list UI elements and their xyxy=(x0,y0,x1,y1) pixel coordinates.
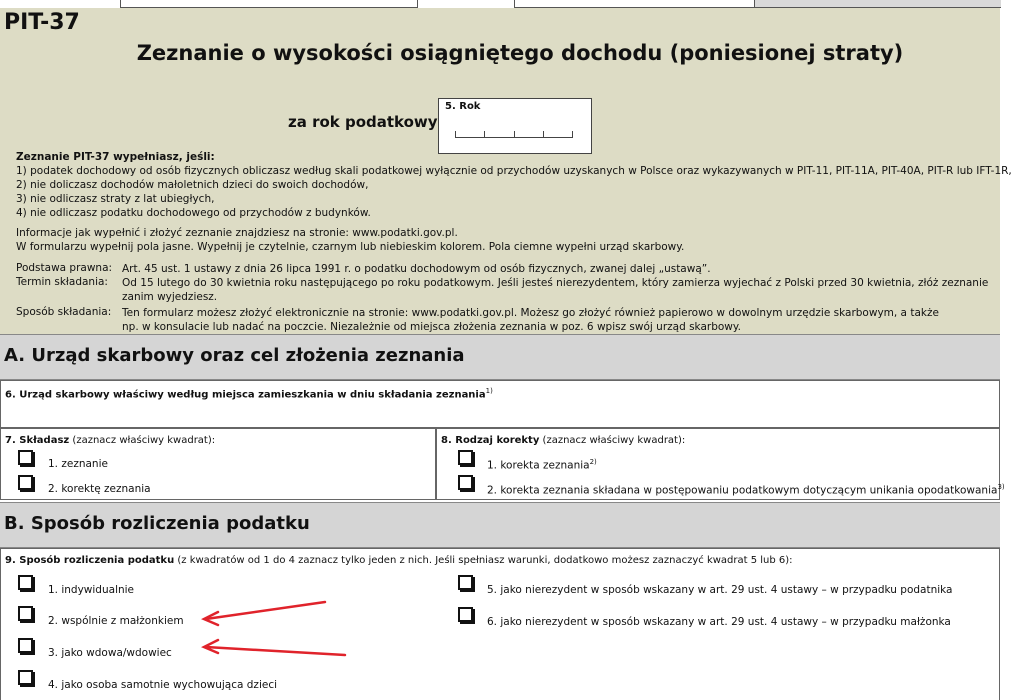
year-field-label: 5. Rok xyxy=(445,101,481,112)
annotation-arrows xyxy=(190,595,360,665)
checkbox-7-1[interactable] xyxy=(18,450,33,465)
year-digit-slots[interactable] xyxy=(455,127,573,138)
top-strip xyxy=(0,0,1000,8)
field-6-label: 6. Urząd skarbowy właściwy według miejsca zamieszkania w dniu składania zeznania$^{1)}$ xyxy=(5,387,493,401)
field-9-label: 9. Sposób rozliczenia podatku (z kwadratów od 1 do 4 zaznacz tylko jeden z nich. Jeśli spełniasz warunki, dodatkowo możesz zaznaczyć kwadrat 5 lub 6): xyxy=(5,555,793,566)
year-label: za rok podatkowy xyxy=(288,113,438,131)
instruction-item: 2) nie doliczasz dochodów małoletnich dzieci do swoich dochodów, xyxy=(16,179,369,191)
option-9-1-label: 1. indywidualnie xyxy=(48,584,135,596)
deadline-text: zanim wyjedziesz. xyxy=(122,291,218,303)
top-field-1 xyxy=(120,0,418,8)
deadline-text: Od 15 lutego do 30 kwietnia roku następującego po roku podatkowym. Jeśli jesteś nierezydentem, który zamierza wyjechać z Polski przed 30 kwietnia, złóż zeznanie xyxy=(122,277,989,289)
year-field[interactable] xyxy=(438,98,592,154)
option-7-2-label: 2. korektę zeznania xyxy=(48,483,151,495)
top-field-2 xyxy=(514,0,755,8)
legal-basis-label: Podstawa prawna: xyxy=(16,262,113,274)
form-code: PIT-37 xyxy=(4,10,80,35)
instruction-item: 1) podatek dochodowy od osób fizycznych obliczasz według skali podatkowej wyłącznie od przychodów uzyskanych w Polsce oraz wykazywanych w PIT-11, PIT-11A, PIT-40A, PIT-R lub IFT-1R, xyxy=(16,165,1012,177)
section-b-title: B. Sposób rozliczenia podatku xyxy=(4,513,310,534)
checkbox-9-3[interactable] xyxy=(18,638,33,653)
method-text: np. w konsulacie lub nadać na poczcie. Niezależnie od miejsca złożenia zeznania w poz. 6 wpisz swój urząd skarbowy. xyxy=(122,321,741,333)
field-8-label: 8. Rodzaj korekty (zaznacz właściwy kwadrat): xyxy=(441,435,686,446)
option-8-2-label: 2. korekta zeznania składana w postępowaniu podatkowym dotyczącym unikania opodatkowania$^{3)}$ xyxy=(487,483,1005,497)
field-6-tax-office[interactable] xyxy=(0,380,1000,428)
method-text: Ten formularz możesz złożyć elektronicznie na stronie: www.podatki.gov.pl. Możesz go złożyć również papierowo w dowolnym urzędzie skarbowym, a także xyxy=(122,307,939,319)
checkbox-8-2[interactable] xyxy=(458,475,473,490)
option-9-3-label: 3. jako wdowa/wdowiec xyxy=(48,647,172,659)
field-7-label: 7. Składasz (zaznacz właściwy kwadrat): xyxy=(5,435,216,446)
arrow-to-option-3 xyxy=(204,640,345,655)
checkbox-9-5[interactable] xyxy=(458,575,473,590)
instructions-heading: Zeznanie PIT-37 wypełniasz, jeśli: xyxy=(16,151,215,163)
option-9-6-label: 6. jako nierezydent w sposób wskazany w art. 29 ust. 4 ustawy – w przypadku małżonka xyxy=(487,616,951,628)
option-8-1-label: 1. korekta zeznania$^{2)}$ xyxy=(487,458,597,472)
top-field-3 xyxy=(754,0,1001,8)
checkbox-9-6[interactable] xyxy=(458,607,473,622)
legal-basis-text: Art. 45 ust. 1 ustawy z dnia 26 lipca 1991 r. o podatku dochodowym od osób fizycznych, zwanej dalej „ustawą”. xyxy=(122,263,711,275)
info-line: W formularzu wypełnij pola jasne. Wypełnij je czytelnie, czarnym lub niebieskim kolorem. Pola ciemne wypełni urząd skarbowy. xyxy=(16,241,685,253)
checkbox-7-2[interactable] xyxy=(18,475,33,490)
section-a-header xyxy=(0,334,1000,380)
instruction-item: 3) nie odliczasz straty z lat ubiegłych, xyxy=(16,193,215,205)
checkbox-8-1[interactable] xyxy=(458,450,473,465)
option-7-1-label: 1. zeznanie xyxy=(48,458,108,470)
deadline-label: Termin składania: xyxy=(16,276,108,288)
arrow-to-option-2 xyxy=(204,602,325,625)
form-title: Zeznanie o wysokości osiągniętego dochodu (poniesionej straty) xyxy=(136,41,904,65)
option-9-4-label: 4. jako osoba samotnie wychowująca dzieci xyxy=(48,679,278,691)
option-9-5-label: 5. jako nierezydent w sposób wskazany w art. 29 ust. 4 ustawy – w przypadku podatnika xyxy=(487,584,953,596)
checkbox-9-2[interactable] xyxy=(18,606,33,621)
checkbox-9-1[interactable] xyxy=(18,575,33,590)
form-header xyxy=(0,8,1012,334)
section-a-title: A. Urząd skarbowy oraz cel złożenia zeznania xyxy=(4,345,465,366)
checkbox-9-4[interactable] xyxy=(18,670,33,685)
section-b-header xyxy=(0,502,1000,548)
info-line: Informacje jak wypełnić i złożyć zeznanie znajdziesz na stronie: www.podatki.gov.pl. xyxy=(16,227,458,239)
option-9-2-label: 2. wspólnie z małżonkiem xyxy=(48,615,184,627)
instruction-item: 4) nie odliczasz podatku dochodowego od przychodów z budynków. xyxy=(16,207,371,219)
method-label: Sposób składania: xyxy=(16,306,112,318)
